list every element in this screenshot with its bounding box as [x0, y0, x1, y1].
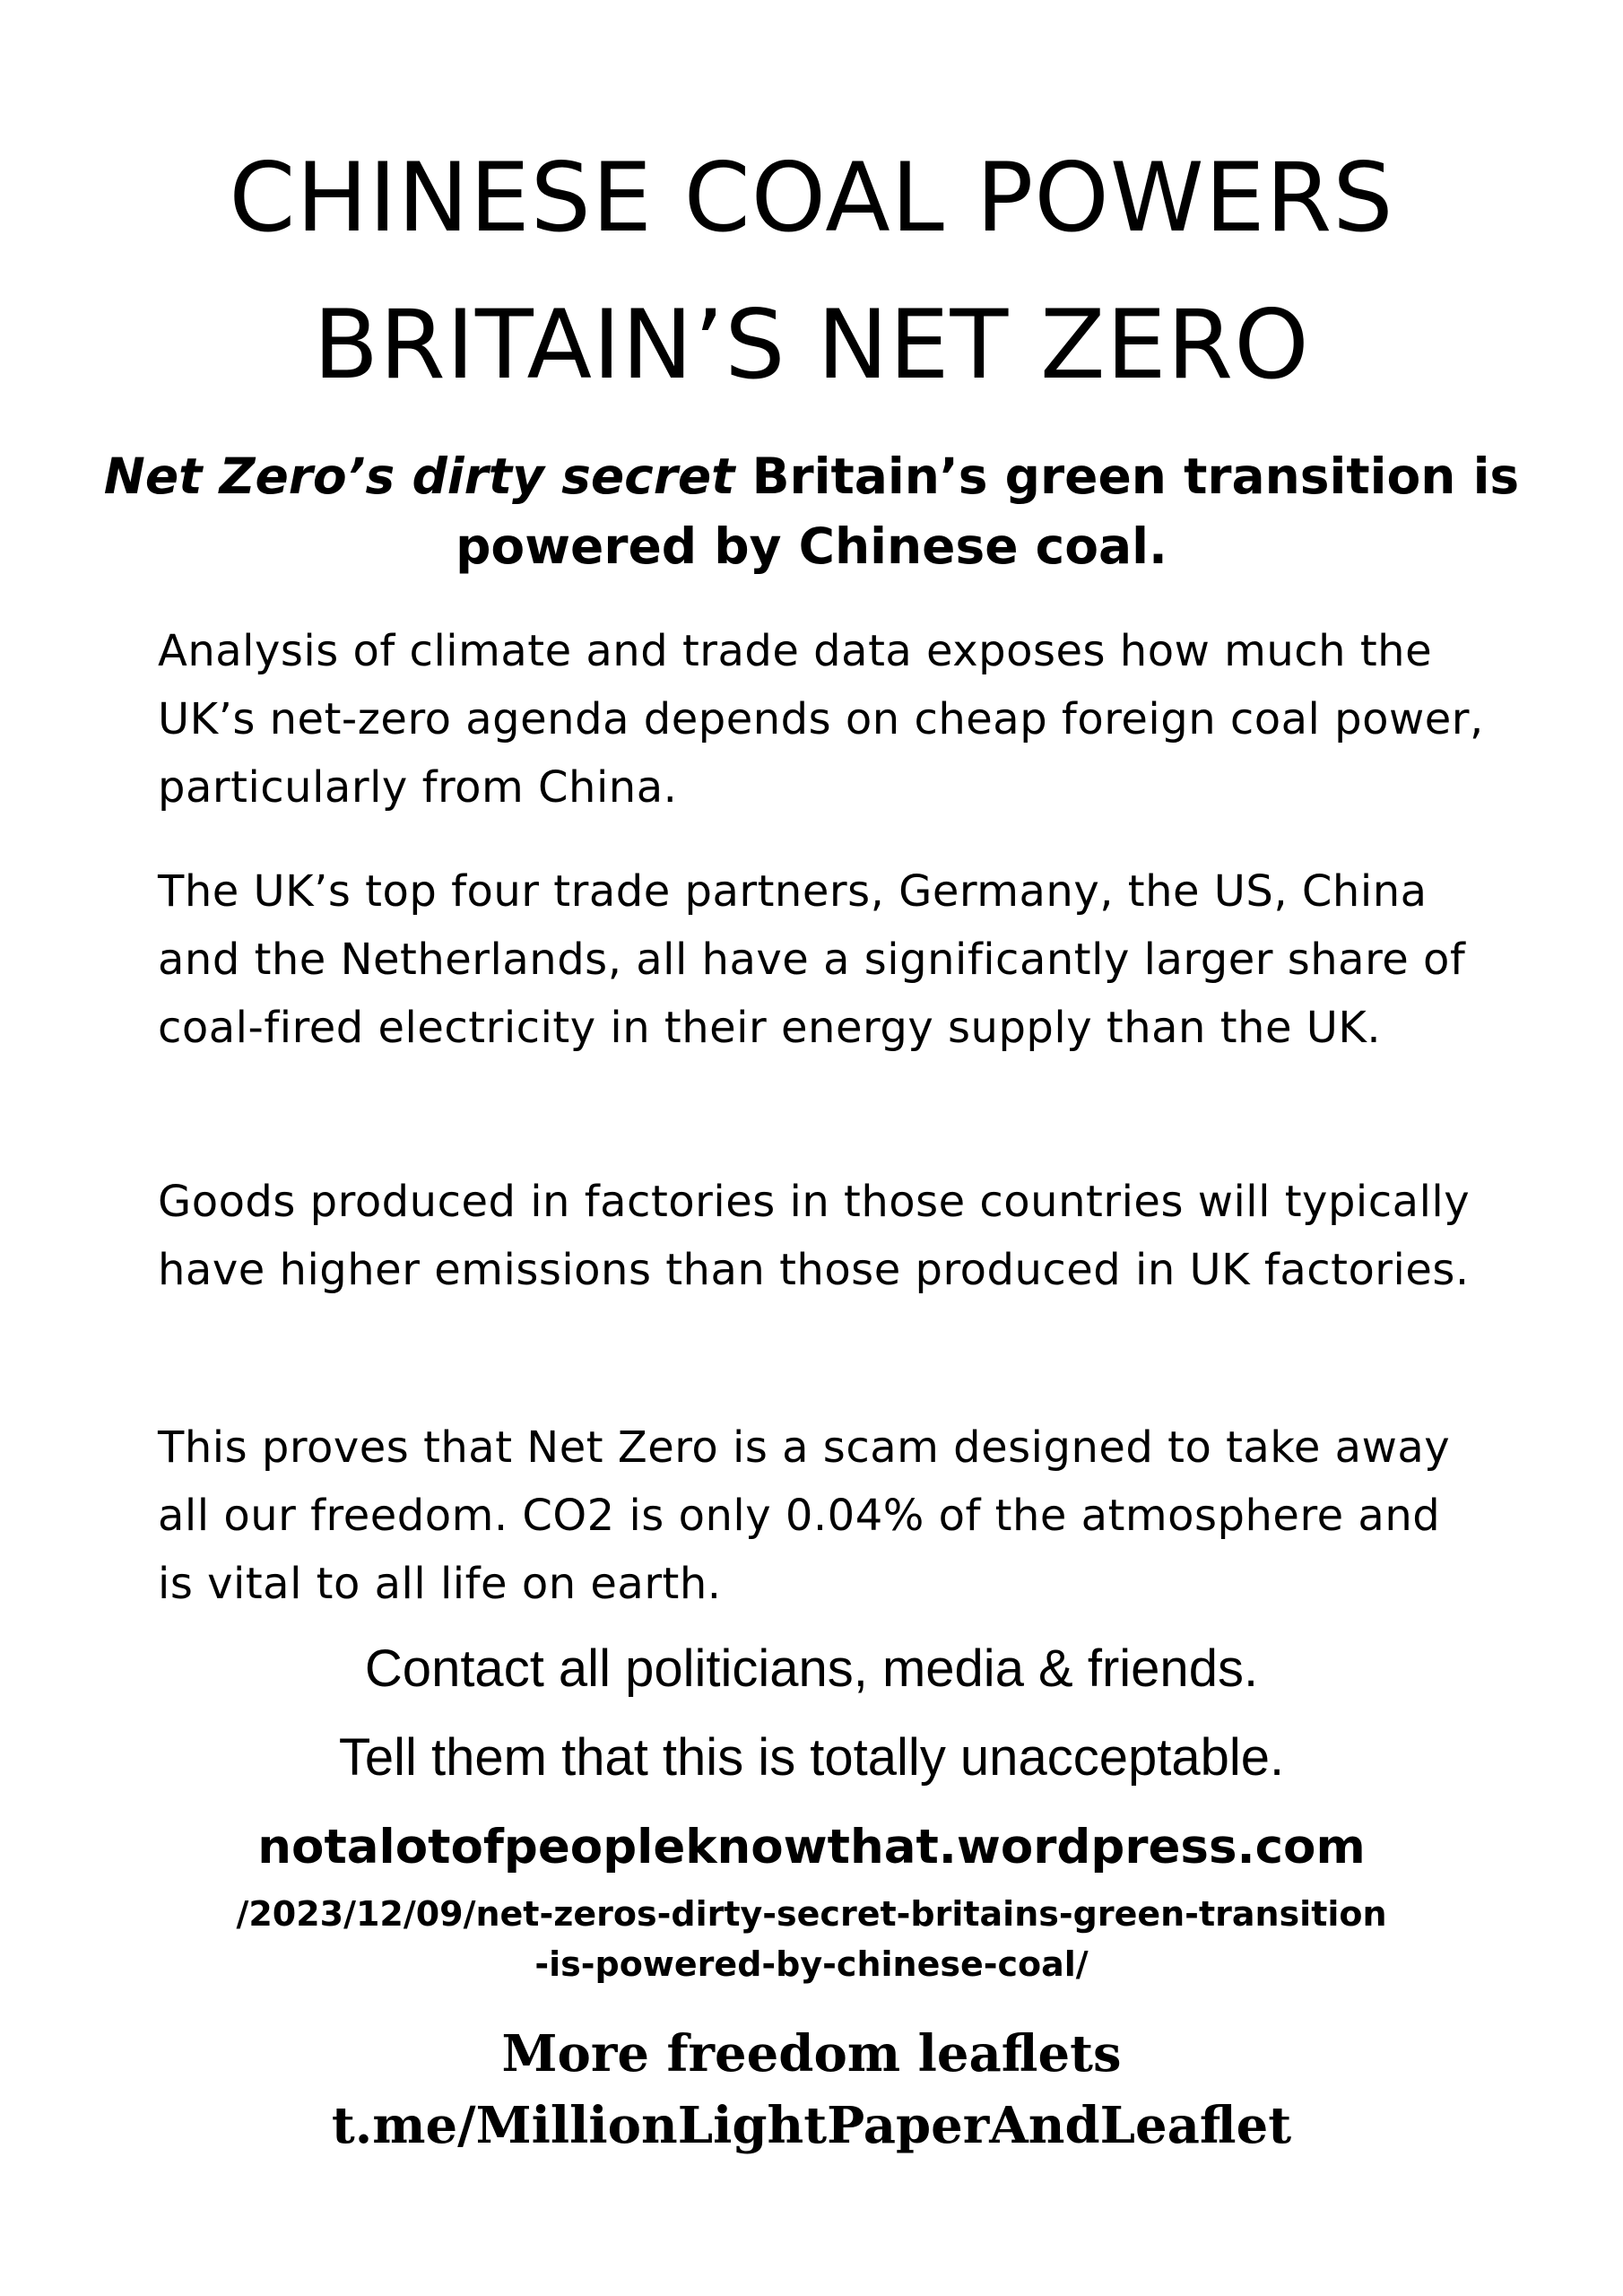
call-to-action-line-2: Tell them that this is totally unacceptable.	[338, 1728, 1285, 1787]
paragraph-trade-partners: The UK’s top four trade partners, Germany, the US, China and the Netherlands, all have a significantly larger share of coal-fired electricity in their energy supply than the UK.	[158, 866, 1466, 1053]
footer-line-1: More freedom leaflets	[501, 2024, 1122, 2083]
subtitle-italic: Net Zero’s dirty secret	[103, 448, 735, 505]
footer-telegram-link: t.me/MillionLightPaperAndLeaflet	[331, 2096, 1292, 2155]
subtitle	[0, 441, 1623, 581]
source-domain: notalotofpeopleknowthat.wordpress.com	[257, 1820, 1366, 1874]
footer	[0, 2018, 1623, 2161]
source-path-line-2: -is-powered-by-chinese-coal/	[534, 1944, 1089, 1984]
source-path	[0, 1889, 1623, 1989]
source-path-line-1: /2023/12/09/net-zeros-dirty-secret-britains-green-transition	[236, 1894, 1387, 1934]
paragraph-analysis: Analysis of climate and trade data exposes how much the UK’s net-zero agenda depends on cheap foreign coal power, particularly from China.	[158, 626, 1484, 813]
call-to-action-line-1: Contact all politicians, media & friends.	[364, 1639, 1259, 1698]
subtitle-text: Britain’s green transition is powered by Chinese coal.	[456, 448, 1520, 575]
headline-line-1: CHINESE COAL POWERS	[229, 143, 1394, 253]
paragraph-claim: This proves that Net Zero is a scam designed to take away all our freedom. CO2 is only 0.04% of the atmosphere and is vital to all life on earth.	[158, 1422, 1451, 1609]
paragraph-emissions: Goods produced in factories in those countries will typically have higher emissions than those produced in UK factories.	[158, 1177, 1471, 1295]
headline-line-2: BRITAIN’S NET ZERO	[313, 290, 1310, 400]
